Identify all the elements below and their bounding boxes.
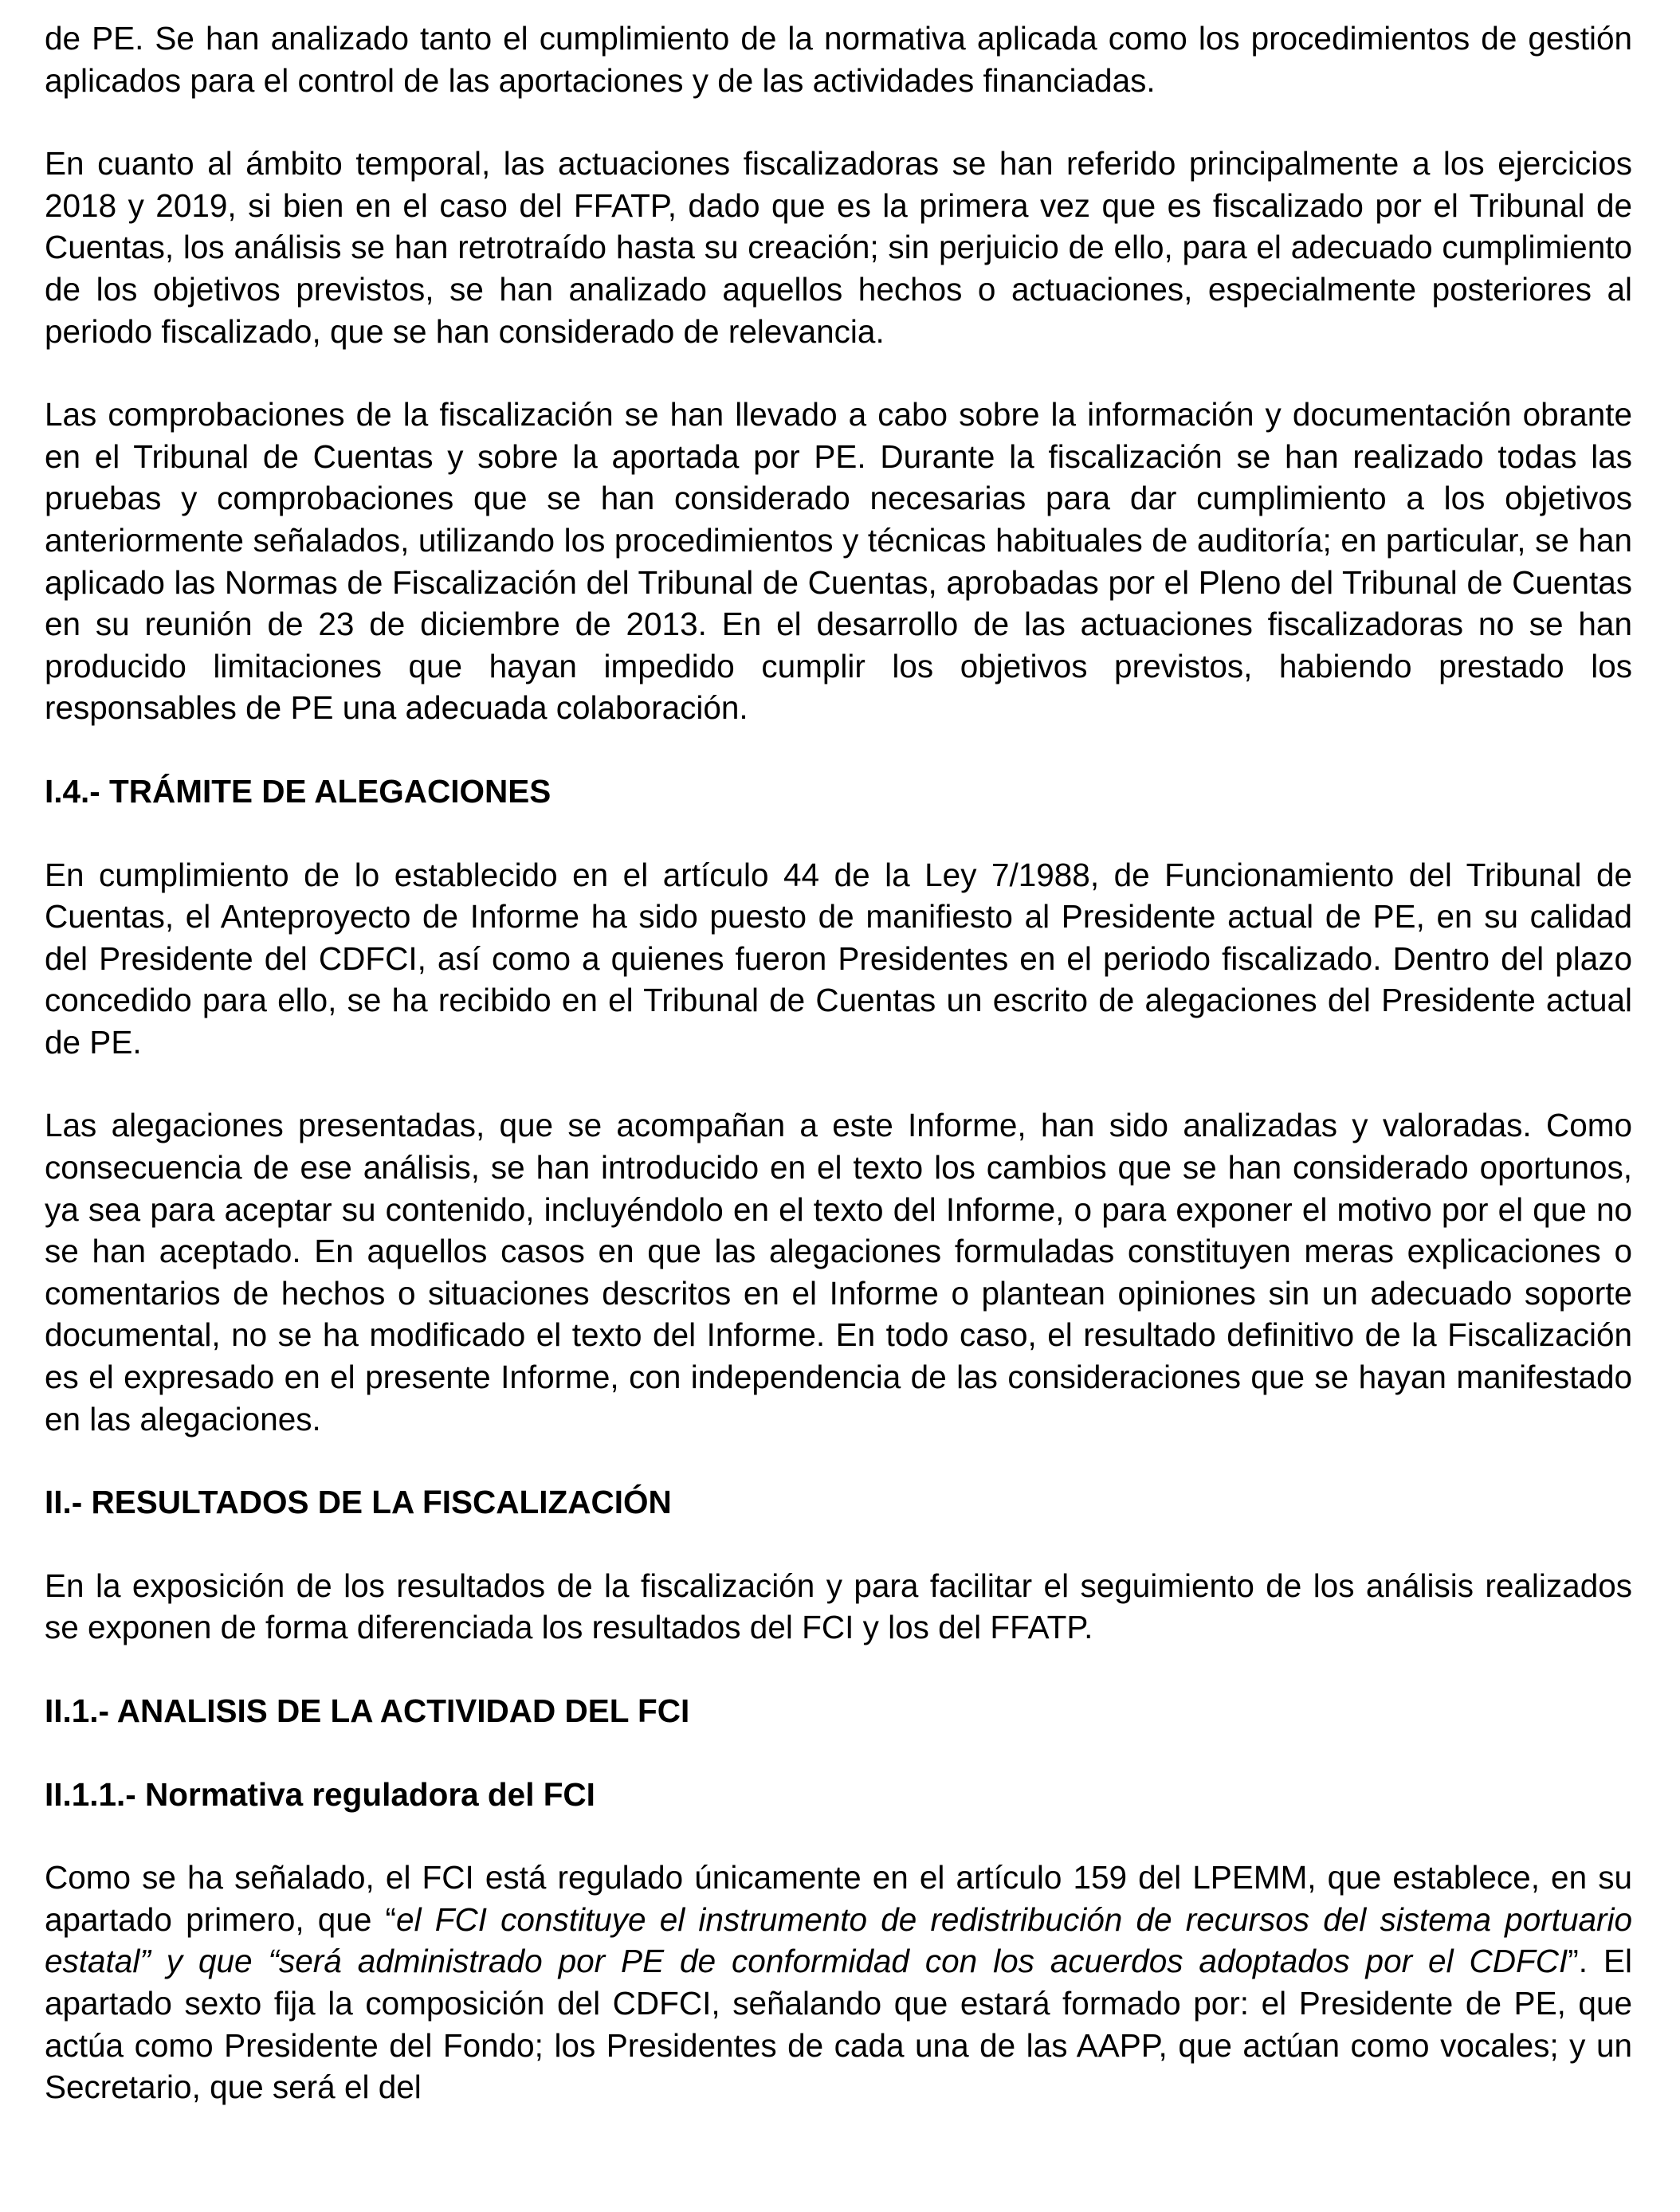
paragraph-spacer xyxy=(45,813,1632,854)
paragraph-spacer xyxy=(45,101,1632,143)
paragraph-text: Como se ha señalado, el FCI está regulado únicamente en el artículo 159 del LPEMM, que establece, en su apartado primero, que “ xyxy=(45,1859,1632,1938)
heading-resultados: II.- RESULTADOS DE LA FISCALIZACIÓN xyxy=(45,1484,672,1521)
paragraph-verifications: Las comprobaciones de la fiscalización se han llevado a cabo sobre la información y documentación obrante en el Tribunal de Cuentas y sobre la aportada por PE. Durante la fiscalización se han realizado todas las pruebas y comprobaciones que se han considerado necesarias para dar cumplimiento a los objetivos anteriormente señalados, utilizando los procedimientos y técnicas habituales de auditoría; en particular, se han aplicado las Normas de Fiscalización del Tribunal de Cuentas, aprobadas por el Pleno del Tribunal de Cuentas en su reunión de 23 de diciembre de 2013. En el desarrollo de las actuaciones fiscalizadoras no se han producido limitaciones que hayan impedido cumplir los objetivos previstos, habiendo prestado los responsables de PE una adecuada colaboración. xyxy=(45,396,1632,727)
paragraph-scope-end: de PE. Se han analizado tanto el cumplimiento de la normativa aplicada como los procedimientos de gestión aplicados para el control de las aportaciones y de las actividades financiadas. xyxy=(45,20,1632,99)
heading-normativa-fci: II.1.1.- Normativa reguladora del FCI xyxy=(45,1775,595,1813)
paragraph-spacer xyxy=(45,729,1632,771)
paragraph-spacer xyxy=(45,1732,1632,1774)
paragraph-resultados-intro: En la exposición de los resultados de la fiscalización y para facilitar el seguimiento de los análisis realizados se exponen de forma diferenciada los resultados del FCI y los del FFATP. xyxy=(45,1567,1632,1646)
paragraph-spacer xyxy=(45,1649,1632,1690)
italic-quote: el FCI constituye el instrumento de redistribución de recursos del sistema portuario estatal” y que “será administrado por PE de conformidad con los acuerdos adoptados por el CDFCI xyxy=(45,1900,1633,1980)
document-page xyxy=(45,18,1632,2108)
paragraph-normativa-fci xyxy=(45,1857,1632,2108)
paragraph-spacer xyxy=(45,352,1632,394)
paragraph-spacer xyxy=(45,1440,1632,1481)
paragraph-alegaciones-assessment: Las alegaciones presentadas, que se acompañan a este Informe, han sido analizadas y valoradas. Como consecuencia de ese análisis, se han introducido en el texto los cambios que se han considerado oportunos, ya sea para aceptar su contenido, incluyéndolo en el texto del Informe, o para exponer el motivo por el que no se han aceptado. En aquellos casos en que las alegaciones formuladas constituyen meras explicaciones o comentarios de hechos o situaciones descritos en el Informe o plantean opiniones sin un adecuado soporte documental, no se ha modificado el texto del Informe. En todo caso, el resultado definitivo de la Fiscalización es el expresado en el presente Informe, con independencia de las consideraciones que se hayan manifestado en las alegaciones. xyxy=(45,1107,1632,1437)
paragraph-spacer xyxy=(45,1063,1632,1104)
paragraph-alegaciones-procedure: En cumplimiento de lo establecido en el artículo 44 de la Ley 7/1988, de Funcionamiento del Tribunal de Cuentas, el Anteproyecto de Informe ha sido puesto de manifiesto al Presidente actual de PE, en su calidad del Presidente del CDFCI, así como a quienes fueron Presidentes en el periodo fiscalizado. Dentro del plazo concedido para ello, se ha recibido en el Tribunal de Cuentas un escrito de alegaciones del Presidente actual de PE. xyxy=(45,856,1632,1061)
paragraph-spacer xyxy=(45,1815,1632,1857)
paragraph-temporal-scope: En cuanto al ámbito temporal, las actuaciones fiscalizadoras se han referido principalmente a los ejercicios 2018 y 2019, si bien en el caso del FFATP, dado que es la primera vez que es fiscalizado por el Tribunal de Cuentas, los análisis se han retrotraído hasta su creación; sin perjuicio de ello, para el adecuado cumplimiento de los objetivos previstos, se han analizado aquellos hechos o actuaciones, especialmente posteriores al periodo fiscalizado, que se han considerado de relevancia. xyxy=(45,145,1632,350)
heading-analisis-fci: II.1.- ANALISIS DE LA ACTIVIDAD DEL FCI xyxy=(45,1692,690,1729)
paragraph-text: ”. El apartado sexto fija la composición del CDFCI, señalando que estará formado por: el Presidente de PE, que actúa como Presidente del Fondo; los Presidentes de cada una de las AAPP, que actúan como vocales; y un Secretario, que será el del xyxy=(45,1943,1632,2106)
paragraph-spacer xyxy=(45,1524,1632,1565)
heading-alegaciones: I.4.- TRÁMITE DE ALEGACIONES xyxy=(45,772,551,810)
